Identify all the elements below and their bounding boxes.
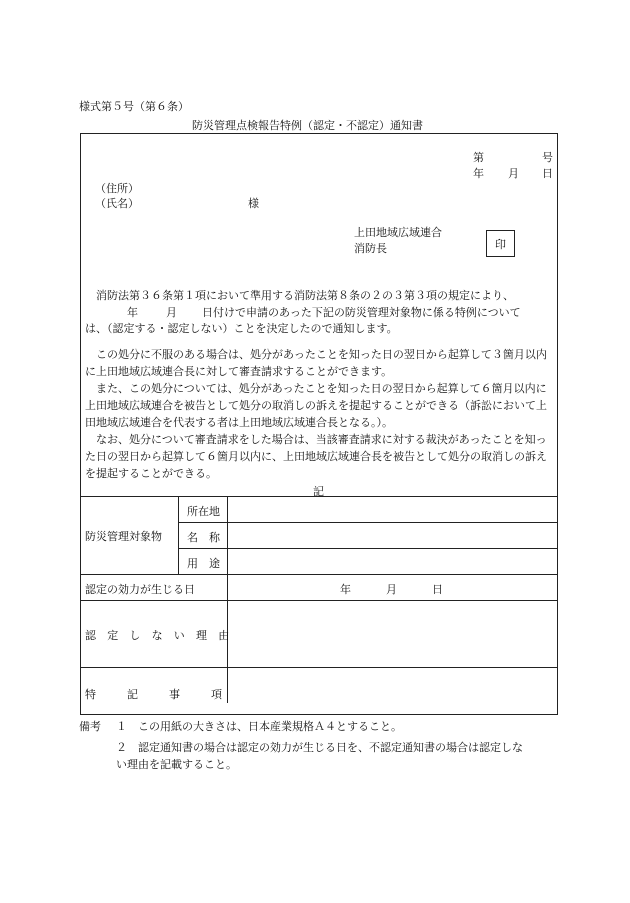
location-label: 所在地 xyxy=(187,505,220,518)
notice-month: 月 xyxy=(166,306,177,319)
address-label: （住所） xyxy=(95,182,139,195)
number-label: 第 xyxy=(473,151,484,164)
name-rule xyxy=(178,548,558,549)
honorific: 様 xyxy=(248,197,259,210)
reason-label: 認定しない理由 xyxy=(85,629,241,642)
date-year: 年 xyxy=(473,167,484,180)
notes-prefix: 備考 xyxy=(79,720,101,733)
notice-line-3: は、（認定する・認定しない）ことを決定したので通知します。 xyxy=(85,322,398,335)
note-1-text: この用紙の大きさは、日本産業規格Ａ４とすること。 xyxy=(138,720,402,733)
effective-year: 年 xyxy=(340,583,351,596)
date-day: 日 xyxy=(542,167,553,180)
reason-bottom-rule xyxy=(80,667,558,668)
seal-mark: 印 xyxy=(495,237,506,251)
object-bottom-rule xyxy=(80,574,558,575)
location-rule xyxy=(178,522,558,523)
number-suffix: 号 xyxy=(542,151,553,164)
issuer-title: 消防長 xyxy=(354,242,387,255)
ki-heading: 記 xyxy=(313,485,324,498)
issuer-organization: 上田地域広域連合 xyxy=(354,226,442,239)
seal-box xyxy=(486,230,515,257)
document-title: 防災管理点検報告特例（認定・不認定）通知書 xyxy=(192,119,423,132)
effective-bottom-rule xyxy=(80,600,558,601)
review-paragraph: なお、処分について審査請求をした場合は、当該審査請求に対する裁決があったことを知った日の翌日から起算して６箇月以内に、上田地域広域連合長を被告として処分の取消しの訴えを提起することができる。 xyxy=(85,433,547,480)
effective-day: 日 xyxy=(432,583,443,596)
note-1-number: １ xyxy=(116,720,127,733)
effective-date-text: 認定の効力が生じる日 xyxy=(85,583,195,596)
note-2-text: 認定通知書の場合は認定の効力が生じる日を、不認定通知書の場合は認定しな xyxy=(138,741,523,754)
note-2-number: ２ xyxy=(116,741,127,754)
name-label: （氏名） xyxy=(95,197,139,210)
name-label-cell: 名 称 xyxy=(187,531,220,544)
table-top-rule xyxy=(80,496,558,497)
object-divider xyxy=(178,496,179,574)
object-label: 防災管理対象物 xyxy=(85,530,162,543)
note-2-continued: い理由を記載すること。 xyxy=(116,758,237,771)
notice-line-2: 日付けで申請のあった下記の防災管理対象物に係る特例について xyxy=(202,306,521,319)
date-month: 月 xyxy=(508,167,519,180)
lawsuit-paragraph: また、この処分については、処分があったことを知った日の翌日から起算して６箇月以内に上田地域広域連合を被告として処分の取消しの訴えを提起することができる（訴訟において上田地域広域連合を代表する者は上田地域広域連合長となる。）。 xyxy=(85,382,547,429)
notice-year: 年 xyxy=(127,306,138,319)
remarks-label: 特記事項 xyxy=(85,688,253,701)
use-label: 用 途 xyxy=(187,557,220,570)
appeal-paragraph: この処分に不服のある場合は、処分があったことを知った日の翌日から起算して３箇月以内に上田地域広域連合長に対して審査請求することができます。 xyxy=(85,348,547,378)
form-number: 様式第５号（第６条） xyxy=(79,100,189,113)
effective-month: 月 xyxy=(386,583,397,596)
notice-line-1: 消防法第３６条第１項において準用する消防法第８条の２の３第３項の規定により、 xyxy=(96,289,514,302)
effective-date-label xyxy=(85,581,222,597)
